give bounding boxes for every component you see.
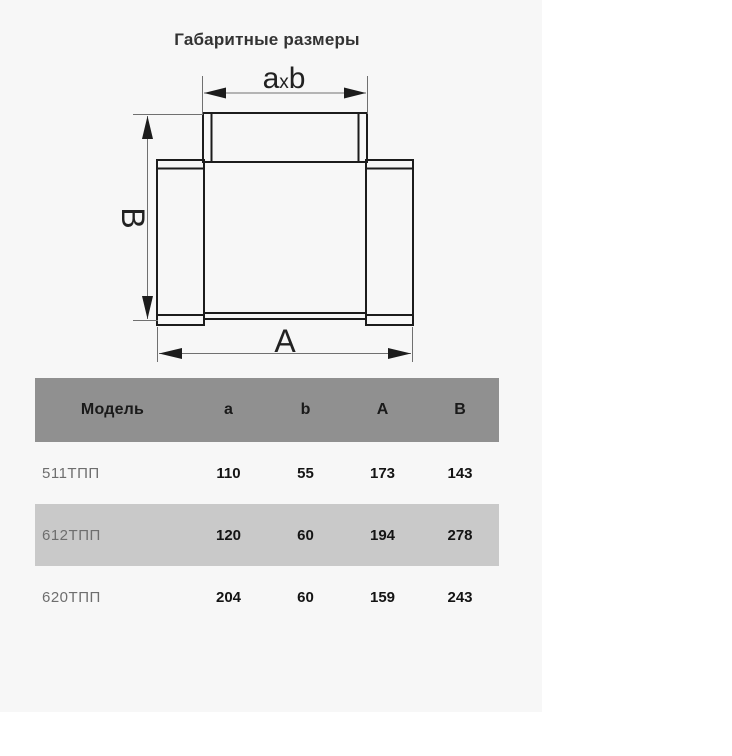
value-a: 120: [215, 526, 242, 544]
page-title: Габаритные размеры: [174, 30, 360, 49]
value-B: 278: [447, 526, 473, 544]
dimension-axb: [203, 62, 368, 114]
dimension-A: [158, 323, 413, 362]
main-body-outline: [204, 162, 366, 319]
value-a: 110: [216, 464, 241, 482]
column-header-B: B: [454, 401, 466, 418]
axb-arrow-right: [344, 88, 366, 99]
a-arrow-right: [388, 348, 411, 359]
a-arrow-left: [159, 348, 182, 359]
model-name: 612ТПП: [42, 526, 101, 544]
table-row: [35, 504, 499, 566]
value-A: 194: [369, 526, 396, 544]
a-label: A: [274, 323, 296, 359]
table-row: [35, 566, 499, 628]
top-spigot-outline: [203, 113, 367, 162]
value-B: 143: [447, 464, 473, 482]
dimensions-table: [35, 378, 499, 628]
model-name: 511ТПП: [42, 464, 100, 482]
left-spigot-outline: [157, 160, 204, 325]
value-b: 60: [297, 588, 314, 606]
value-A: 173: [369, 464, 396, 482]
tee-fitting-drawing: [157, 113, 413, 325]
table-row: [35, 442, 499, 504]
value-b: 60: [297, 526, 314, 544]
axb-arrow-left: [204, 88, 226, 99]
table-header-row: [35, 378, 499, 442]
column-header-b: b: [300, 401, 311, 418]
b-arrow-top: [142, 116, 153, 139]
dimension-diagram: [0, 0, 542, 380]
value-a: 204: [215, 588, 242, 606]
column-header-A: A: [376, 401, 389, 418]
b-label: B: [115, 207, 151, 229]
axb-label: axb: [262, 62, 306, 95]
value-B: 243: [447, 588, 473, 606]
right-spigot-outline: [366, 160, 413, 325]
column-header-a: a: [224, 401, 233, 418]
b-arrow-bottom: [142, 296, 153, 319]
value-b: 55: [297, 464, 314, 482]
dimension-B: [115, 115, 203, 321]
column-header-model: Модель: [80, 401, 145, 418]
value-A: 159: [369, 588, 396, 606]
model-name: 620ТПП: [42, 588, 101, 606]
